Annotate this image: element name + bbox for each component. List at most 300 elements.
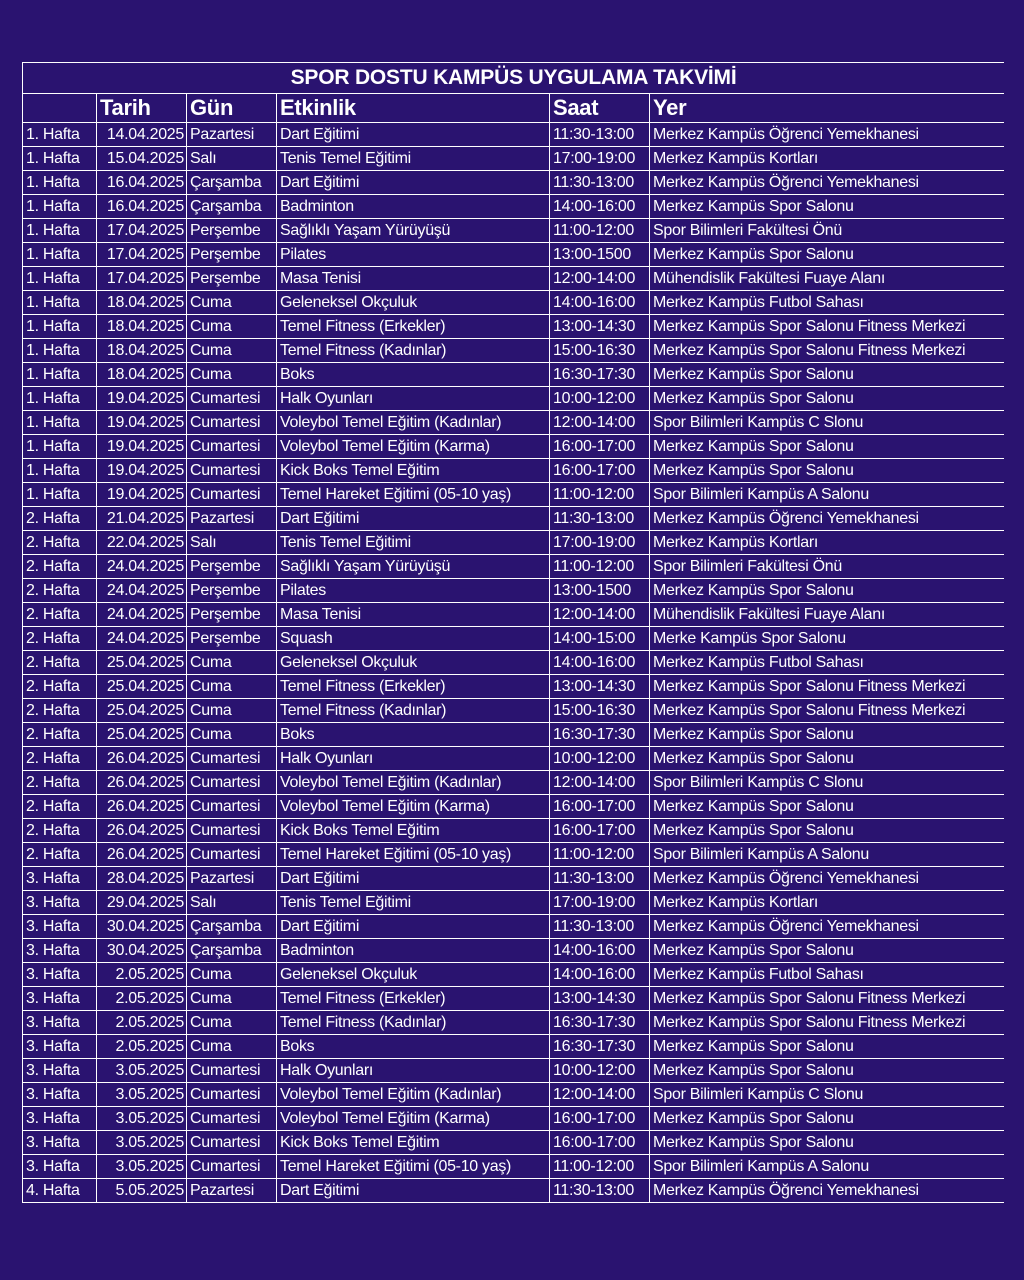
cell-time: 14:00-16:00 (550, 195, 650, 219)
cell-place: Merkez Kampüs Spor Salonu Fitness Merkezi (650, 675, 1005, 699)
cell-day: Çarşamba (187, 171, 277, 195)
cell-event: Tenis Temel Eğitimi (277, 891, 550, 915)
cell-week: 3. Hafta (23, 939, 97, 963)
cell-week: 2. Hafta (23, 531, 97, 555)
cell-time: 13:00-1500 (550, 579, 650, 603)
cell-event: Badminton (277, 939, 550, 963)
cell-date: 3.05.2025 (97, 1059, 187, 1083)
cell-date: 25.04.2025 (97, 699, 187, 723)
table-row (23, 171, 1005, 195)
cell-day: Salı (187, 891, 277, 915)
cell-event: Temel Fitness (Erkekler) (277, 675, 550, 699)
table-row (23, 675, 1005, 699)
cell-time: 16:30-17:30 (550, 723, 650, 747)
schedule-table (22, 62, 1004, 1203)
cell-place: Merkez Kampüs Kortları (650, 891, 1005, 915)
cell-day: Perşembe (187, 267, 277, 291)
cell-week: 1. Hafta (23, 267, 97, 291)
cell-week: 2. Hafta (23, 699, 97, 723)
cell-place: Merkez Kampüs Spor Salonu (650, 1059, 1005, 1083)
cell-week: 3. Hafta (23, 1155, 97, 1179)
cell-event: Tenis Temel Eğitimi (277, 147, 550, 171)
cell-week: 2. Hafta (23, 675, 97, 699)
cell-place: Spor Bilimleri Kampüs C Slonu (650, 1083, 1005, 1107)
cell-date: 19.04.2025 (97, 483, 187, 507)
cell-day: Cuma (187, 1035, 277, 1059)
cell-date: 15.04.2025 (97, 147, 187, 171)
cell-day: Cumartesi (187, 1083, 277, 1107)
cell-place: Merkez Kampüs Spor Salonu (650, 579, 1005, 603)
cell-time: 11:00-12:00 (550, 483, 650, 507)
cell-day: Perşembe (187, 627, 277, 651)
cell-time: 12:00-14:00 (550, 771, 650, 795)
cell-time: 12:00-14:00 (550, 1083, 650, 1107)
cell-place: Spor Bilimleri Kampüs C Slonu (650, 411, 1005, 435)
table-row (23, 147, 1005, 171)
cell-week: 1. Hafta (23, 387, 97, 411)
cell-place: Merkez Kampüs Spor Salonu Fitness Merkezi (650, 339, 1005, 363)
cell-week: 2. Hafta (23, 843, 97, 867)
table-row (23, 315, 1005, 339)
cell-event: Boks (277, 363, 550, 387)
cell-date: 26.04.2025 (97, 819, 187, 843)
cell-date: 2.05.2025 (97, 963, 187, 987)
cell-date: 19.04.2025 (97, 459, 187, 483)
table-row (23, 267, 1005, 291)
cell-week: 1. Hafta (23, 219, 97, 243)
cell-place: Merkez Kampüs Futbol Sahası (650, 963, 1005, 987)
cell-event: Geleneksel Okçuluk (277, 963, 550, 987)
cell-day: Cumartesi (187, 747, 277, 771)
table-row (23, 1035, 1005, 1059)
cell-date: 19.04.2025 (97, 387, 187, 411)
cell-time: 14:00-15:00 (550, 627, 650, 651)
cell-time: 16:00-17:00 (550, 795, 650, 819)
cell-place: Merkez Kampüs Öğrenci Yemekhanesi (650, 171, 1005, 195)
cell-week: 1. Hafta (23, 459, 97, 483)
cell-date: 29.04.2025 (97, 891, 187, 915)
table-row (23, 459, 1005, 483)
cell-time: 16:00-17:00 (550, 1131, 650, 1155)
cell-time: 16:30-17:30 (550, 1011, 650, 1035)
cell-date: 18.04.2025 (97, 315, 187, 339)
cell-week: 2. Hafta (23, 747, 97, 771)
cell-event: Badminton (277, 195, 550, 219)
cell-event: Masa Tenisi (277, 603, 550, 627)
table-row (23, 243, 1005, 267)
cell-date: 21.04.2025 (97, 507, 187, 531)
title-row (23, 63, 1005, 94)
cell-day: Çarşamba (187, 939, 277, 963)
cell-day: Cumartesi (187, 843, 277, 867)
table-row (23, 291, 1005, 315)
cell-date: 18.04.2025 (97, 291, 187, 315)
cell-day: Cumartesi (187, 771, 277, 795)
table-row (23, 123, 1005, 147)
cell-week: 3. Hafta (23, 1131, 97, 1155)
cell-event: Temel Fitness (Kadınlar) (277, 339, 550, 363)
cell-event: Temel Hareket Eğitimi (05-10 yaş) (277, 483, 550, 507)
cell-time: 11:00-12:00 (550, 555, 650, 579)
table-row (23, 1083, 1005, 1107)
cell-event: Geleneksel Okçuluk (277, 291, 550, 315)
cell-date: 3.05.2025 (97, 1131, 187, 1155)
table-row (23, 867, 1005, 891)
cell-place: Merkez Kampüs Spor Salonu (650, 195, 1005, 219)
cell-event: Dart Eğitimi (277, 171, 550, 195)
cell-date: 3.05.2025 (97, 1107, 187, 1131)
cell-time: 11:00-12:00 (550, 219, 650, 243)
cell-week: 1. Hafta (23, 363, 97, 387)
table-row (23, 531, 1005, 555)
cell-event: Voleybol Temel Eğitim (Kadınlar) (277, 411, 550, 435)
cell-event: Voleybol Temel Eğitim (Karma) (277, 1107, 550, 1131)
table-row (23, 387, 1005, 411)
cell-week: 1. Hafta (23, 435, 97, 459)
table-row (23, 579, 1005, 603)
cell-event: Temel Fitness (Kadınlar) (277, 699, 550, 723)
table-row (23, 891, 1005, 915)
cell-event: Halk Oyunları (277, 747, 550, 771)
cell-event: Dart Eğitimi (277, 1179, 550, 1203)
cell-time: 11:30-13:00 (550, 123, 650, 147)
cell-event: Masa Tenisi (277, 267, 550, 291)
cell-place: Merkez Kampüs Spor Salonu Fitness Merkezi (650, 315, 1005, 339)
cell-week: 2. Hafta (23, 627, 97, 651)
table-row (23, 339, 1005, 363)
column-header-place: Yer (650, 94, 1005, 123)
cell-time: 15:00-16:30 (550, 339, 650, 363)
cell-date: 17.04.2025 (97, 243, 187, 267)
cell-week: 2. Hafta (23, 795, 97, 819)
cell-week: 1. Hafta (23, 411, 97, 435)
cell-place: Merkez Kampüs Spor Salonu (650, 243, 1005, 267)
cell-place: Mühendislik Fakültesi Fuaye Alanı (650, 603, 1005, 627)
cell-place: Merkez Kampüs Öğrenci Yemekhanesi (650, 507, 1005, 531)
header-row (23, 94, 1005, 123)
column-header-time: Saat (550, 94, 650, 123)
cell-place: Spor Bilimleri Fakültesi Önü (650, 219, 1005, 243)
cell-date: 18.04.2025 (97, 339, 187, 363)
cell-date: 18.04.2025 (97, 363, 187, 387)
cell-week: 1. Hafta (23, 483, 97, 507)
table-row (23, 627, 1005, 651)
table-row (23, 435, 1005, 459)
column-header-day: Gün (187, 94, 277, 123)
cell-day: Perşembe (187, 219, 277, 243)
cell-time: 11:00-12:00 (550, 843, 650, 867)
cell-day: Cuma (187, 723, 277, 747)
cell-time: 15:00-16:30 (550, 699, 650, 723)
cell-day: Cumartesi (187, 459, 277, 483)
cell-week: 2. Hafta (23, 819, 97, 843)
cell-week: 2. Hafta (23, 579, 97, 603)
cell-time: 10:00-12:00 (550, 387, 650, 411)
cell-day: Salı (187, 531, 277, 555)
cell-date: 17.04.2025 (97, 267, 187, 291)
cell-time: 16:00-17:00 (550, 819, 650, 843)
table-row (23, 843, 1005, 867)
cell-event: Temel Fitness (Erkekler) (277, 987, 550, 1011)
cell-day: Cuma (187, 987, 277, 1011)
cell-date: 17.04.2025 (97, 219, 187, 243)
cell-event: Kick Boks Temel Eğitim (277, 819, 550, 843)
schedule-body (23, 123, 1005, 1203)
table-row (23, 483, 1005, 507)
cell-place: Merkez Kampüs Futbol Sahası (650, 651, 1005, 675)
cell-day: Perşembe (187, 603, 277, 627)
cell-date: 2.05.2025 (97, 987, 187, 1011)
table-row (23, 411, 1005, 435)
cell-event: Sağlıklı Yaşam Yürüyüşü (277, 219, 550, 243)
table-row (23, 1107, 1005, 1131)
cell-place: Merkez Kampüs Spor Salonu (650, 819, 1005, 843)
table-row (23, 507, 1005, 531)
cell-day: Cuma (187, 1011, 277, 1035)
cell-place: Spor Bilimleri Kampüs A Salonu (650, 843, 1005, 867)
cell-event: Temel Hareket Eğitimi (05-10 yaş) (277, 843, 550, 867)
cell-event: Geleneksel Okçuluk (277, 651, 550, 675)
cell-place: Merkez Kampüs Spor Salonu (650, 1107, 1005, 1131)
cell-date: 30.04.2025 (97, 939, 187, 963)
cell-day: Çarşamba (187, 915, 277, 939)
cell-day: Çarşamba (187, 195, 277, 219)
cell-time: 12:00-14:00 (550, 411, 650, 435)
cell-place: Merkez Kampüs Öğrenci Yemekhanesi (650, 123, 1005, 147)
cell-day: Cuma (187, 651, 277, 675)
cell-date: 19.04.2025 (97, 435, 187, 459)
cell-week: 3. Hafta (23, 963, 97, 987)
cell-day: Cumartesi (187, 483, 277, 507)
cell-place: Merkez Kampüs Öğrenci Yemekhanesi (650, 867, 1005, 891)
column-header-event: Etkinlik (277, 94, 550, 123)
cell-event: Tenis Temel Eğitimi (277, 531, 550, 555)
cell-event: Voleybol Temel Eğitim (Karma) (277, 435, 550, 459)
cell-day: Perşembe (187, 243, 277, 267)
cell-date: 16.04.2025 (97, 195, 187, 219)
cell-event: Temel Fitness (Erkekler) (277, 315, 550, 339)
table-row (23, 1011, 1005, 1035)
cell-event: Pilates (277, 579, 550, 603)
cell-date: 16.04.2025 (97, 171, 187, 195)
cell-time: 11:00-12:00 (550, 1155, 650, 1179)
cell-place: Spor Bilimleri Kampüs A Salonu (650, 1155, 1005, 1179)
table-row (23, 747, 1005, 771)
cell-place: Merkez Kampüs Spor Salonu (650, 1131, 1005, 1155)
cell-week: 3. Hafta (23, 1035, 97, 1059)
cell-time: 11:30-13:00 (550, 867, 650, 891)
cell-day: Cuma (187, 675, 277, 699)
cell-week: 2. Hafta (23, 507, 97, 531)
schedule-sheet (22, 62, 1004, 1224)
cell-date: 5.05.2025 (97, 1179, 187, 1203)
cell-time: 11:30-13:00 (550, 1179, 650, 1203)
table-row (23, 195, 1005, 219)
cell-event: Kick Boks Temel Eğitim (277, 1131, 550, 1155)
cell-event: Boks (277, 723, 550, 747)
cell-place: Merkez Kampüs Kortları (650, 531, 1005, 555)
table-row (23, 651, 1005, 675)
cell-time: 16:00-17:00 (550, 459, 650, 483)
cell-day: Perşembe (187, 579, 277, 603)
cell-week: 1. Hafta (23, 339, 97, 363)
cell-place: Spor Bilimleri Kampüs C Slonu (650, 771, 1005, 795)
cell-day: Cuma (187, 963, 277, 987)
cell-day: Cumartesi (187, 1155, 277, 1179)
cell-day: Cumartesi (187, 435, 277, 459)
cell-week: 2. Hafta (23, 603, 97, 627)
cell-week: 3. Hafta (23, 867, 97, 891)
cell-week: 2. Hafta (23, 771, 97, 795)
cell-time: 11:30-13:00 (550, 171, 650, 195)
cell-week: 1. Hafta (23, 195, 97, 219)
cell-place: Merkez Kampüs Öğrenci Yemekhanesi (650, 915, 1005, 939)
cell-date: 2.05.2025 (97, 1035, 187, 1059)
cell-date: 25.04.2025 (97, 675, 187, 699)
cell-event: Pilates (277, 243, 550, 267)
cell-place: Merkez Kampüs Spor Salonu (650, 795, 1005, 819)
cell-time: 14:00-16:00 (550, 291, 650, 315)
cell-date: 3.05.2025 (97, 1083, 187, 1107)
cell-event: Dart Eğitimi (277, 507, 550, 531)
cell-time: 17:00-19:00 (550, 891, 650, 915)
cell-day: Cumartesi (187, 1059, 277, 1083)
cell-week: 2. Hafta (23, 651, 97, 675)
table-row (23, 219, 1005, 243)
cell-week: 3. Hafta (23, 1011, 97, 1035)
cell-time: 14:00-16:00 (550, 939, 650, 963)
table-row (23, 603, 1005, 627)
cell-day: Cumartesi (187, 819, 277, 843)
cell-day: Cumartesi (187, 1107, 277, 1131)
table-row (23, 1059, 1005, 1083)
cell-week: 2. Hafta (23, 723, 97, 747)
cell-time: 10:00-12:00 (550, 1059, 650, 1083)
cell-place: Spor Bilimleri Fakültesi Önü (650, 555, 1005, 579)
cell-date: 24.04.2025 (97, 627, 187, 651)
cell-place: Merke Kampüs Spor Salonu (650, 627, 1005, 651)
table-row (23, 795, 1005, 819)
cell-event: Voleybol Temel Eğitim (Karma) (277, 795, 550, 819)
cell-time: 16:30-17:30 (550, 363, 650, 387)
cell-time: 11:30-13:00 (550, 915, 650, 939)
cell-place: Merkez Kampüs Spor Salonu Fitness Merkezi (650, 987, 1005, 1011)
cell-week: 4. Hafta (23, 1179, 97, 1203)
cell-place: Merkez Kampüs Spor Salonu (650, 939, 1005, 963)
cell-week: 2. Hafta (23, 555, 97, 579)
cell-time: 16:00-17:00 (550, 435, 650, 459)
cell-week: 1. Hafta (23, 315, 97, 339)
cell-date: 14.04.2025 (97, 123, 187, 147)
cell-week: 3. Hafta (23, 891, 97, 915)
cell-time: 16:00-17:00 (550, 1107, 650, 1131)
cell-time: 12:00-14:00 (550, 603, 650, 627)
table-row (23, 555, 1005, 579)
cell-day: Pazartesi (187, 1179, 277, 1203)
cell-day: Perşembe (187, 555, 277, 579)
cell-place: Merkez Kampüs Spor Salonu (650, 747, 1005, 771)
table-row (23, 915, 1005, 939)
cell-date: 30.04.2025 (97, 915, 187, 939)
schedule-title: SPOR DOSTU KAMPÜS UYGULAMA TAKVİMİ (23, 63, 1005, 94)
cell-week: 1. Hafta (23, 243, 97, 267)
table-row (23, 723, 1005, 747)
cell-time: 11:30-13:00 (550, 507, 650, 531)
cell-week: 3. Hafta (23, 1059, 97, 1083)
cell-week: 1. Hafta (23, 291, 97, 315)
cell-place: Merkez Kampüs Spor Salonu (650, 459, 1005, 483)
cell-event: Temel Hareket Eğitimi (05-10 yaş) (277, 1155, 550, 1179)
cell-place: Merkez Kampüs Spor Salonu (650, 363, 1005, 387)
cell-day: Pazartesi (187, 123, 277, 147)
table-row (23, 963, 1005, 987)
cell-date: 26.04.2025 (97, 771, 187, 795)
cell-place: Merkez Kampüs Spor Salonu Fitness Merkezi (650, 1011, 1005, 1035)
cell-date: 19.04.2025 (97, 411, 187, 435)
table-row (23, 699, 1005, 723)
cell-place: Merkez Kampüs Spor Salonu (650, 435, 1005, 459)
cell-date: 22.04.2025 (97, 531, 187, 555)
cell-day: Pazartesi (187, 507, 277, 531)
column-header-week (23, 94, 97, 123)
cell-day: Cuma (187, 699, 277, 723)
cell-time: 13:00-1500 (550, 243, 650, 267)
cell-date: 24.04.2025 (97, 555, 187, 579)
cell-place: Mühendislik Fakültesi Fuaye Alanı (650, 267, 1005, 291)
cell-date: 24.04.2025 (97, 579, 187, 603)
cell-week: 3. Hafta (23, 987, 97, 1011)
cell-event: Temel Fitness (Kadınlar) (277, 1011, 550, 1035)
cell-date: 25.04.2025 (97, 651, 187, 675)
cell-day: Cumartesi (187, 411, 277, 435)
cell-event: Dart Eğitimi (277, 123, 550, 147)
cell-time: 10:00-12:00 (550, 747, 650, 771)
cell-day: Cuma (187, 291, 277, 315)
cell-event: Dart Eğitimi (277, 915, 550, 939)
cell-date: 24.04.2025 (97, 603, 187, 627)
table-row (23, 987, 1005, 1011)
cell-time: 12:00-14:00 (550, 267, 650, 291)
cell-week: 3. Hafta (23, 1107, 97, 1131)
cell-week: 3. Hafta (23, 915, 97, 939)
cell-time: 13:00-14:30 (550, 675, 650, 699)
table-row (23, 1179, 1005, 1203)
cell-place: Merkez Kampüs Spor Salonu (650, 1035, 1005, 1059)
cell-day: Cuma (187, 315, 277, 339)
cell-time: 16:30-17:30 (550, 1035, 650, 1059)
cell-event: Voleybol Temel Eğitim (Kadınlar) (277, 771, 550, 795)
cell-place: Merkez Kampüs Spor Salonu Fitness Merkezi (650, 699, 1005, 723)
cell-event: Kick Boks Temel Eğitim (277, 459, 550, 483)
cell-place: Merkez Kampüs Kortları (650, 147, 1005, 171)
cell-date: 3.05.2025 (97, 1155, 187, 1179)
table-row (23, 939, 1005, 963)
cell-date: 26.04.2025 (97, 795, 187, 819)
cell-date: 26.04.2025 (97, 843, 187, 867)
cell-week: 3. Hafta (23, 1083, 97, 1107)
cell-time: 17:00-19:00 (550, 531, 650, 555)
table-row (23, 819, 1005, 843)
cell-event: Halk Oyunları (277, 387, 550, 411)
cell-day: Cumartesi (187, 1131, 277, 1155)
table-row (23, 771, 1005, 795)
column-header-date: Tarih (97, 94, 187, 123)
cell-time: 14:00-16:00 (550, 651, 650, 675)
cell-time: 13:00-14:30 (550, 987, 650, 1011)
cell-date: 26.04.2025 (97, 747, 187, 771)
cell-day: Pazartesi (187, 867, 277, 891)
cell-place: Merkez Kampüs Öğrenci Yemekhanesi (650, 1179, 1005, 1203)
